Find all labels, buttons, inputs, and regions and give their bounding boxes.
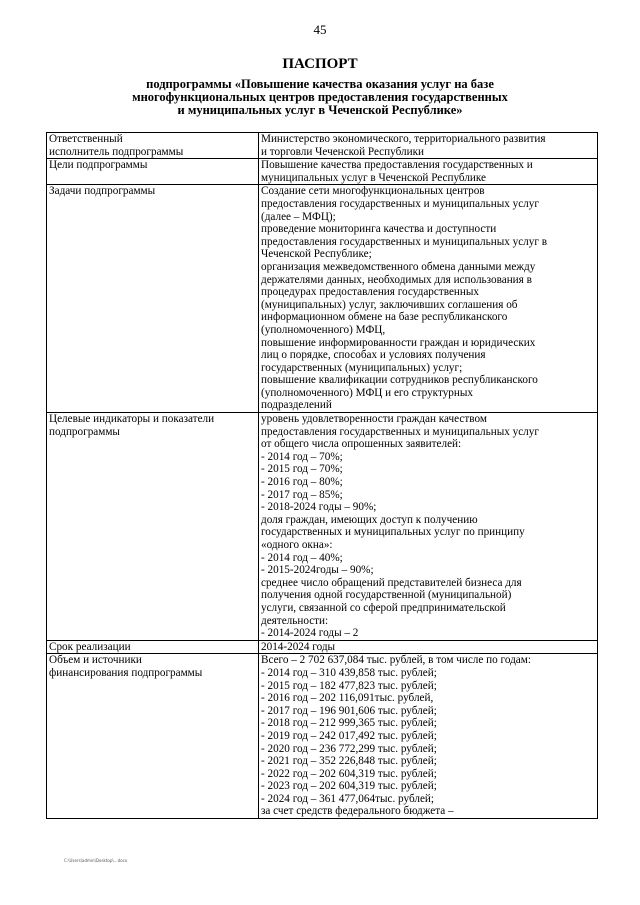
- value-line: за счет средств федерального бюджета –: [261, 805, 454, 818]
- value-line: - 2014 год – 40%;: [261, 551, 343, 564]
- value-line: предоставления государственных и муниципальных услуг: [261, 197, 539, 210]
- value-line: деятельности:: [261, 614, 329, 627]
- row-implementation-period: [47, 640, 598, 654]
- value-line: - 2017 год – 85%;: [261, 488, 343, 501]
- value-line: Чеченской Республике;: [261, 248, 372, 261]
- page-number: 45: [313, 22, 327, 37]
- row-label-cell: [47, 413, 259, 641]
- value-line: - 2015 год – 70%;: [261, 463, 343, 476]
- value-line: (муниципальных) услуг, заключивших соглашения об: [261, 298, 518, 311]
- value-line: государственных и муниципальных услуг по принципу: [261, 526, 525, 539]
- value-line: - 2016 год – 202 116,091тыс. рублей,: [261, 692, 434, 705]
- value-line: - 2015 год – 182 477,823 тыс. рублей;: [261, 679, 437, 692]
- label-line: Задачи подпрограммы: [49, 185, 156, 198]
- value-line: (уполномоченного) МФЦ и его структурных: [261, 386, 473, 399]
- row-value-cell: [259, 654, 598, 819]
- value-line: - 2018 год – 212 999,365 тыс. рублей;: [261, 717, 437, 730]
- footer-file-path: C:\Users\admin\Desktop\...docx: [64, 858, 128, 863]
- value-line: услуги, связанной со сферой предпринимательской: [261, 601, 506, 614]
- value-line: Создание сети многофункциональных центров: [261, 185, 485, 198]
- value-line: - 2014 год – 310 439,858 тыс. рублей;: [261, 666, 437, 679]
- value-line: - 2018-2024 годы – 90%;: [261, 501, 377, 514]
- row-label-cell: [47, 133, 259, 159]
- value-line: лиц о порядке, способах и условиях получения: [261, 349, 486, 362]
- row-value-cell: [259, 159, 598, 185]
- value-line: - 2014-2024 годы – 2: [261, 627, 359, 640]
- row-goals: [47, 159, 598, 185]
- row-label-cell: [47, 654, 259, 819]
- passport-title: ПАСПОРТ: [282, 56, 358, 72]
- value-line: - 2019 год – 242 017,492 тыс. рублей;: [261, 729, 437, 742]
- value-line: - 2020 год – 236 772,299 тыс. рублей;: [261, 742, 437, 755]
- label-line: исполнитель подпрограммы: [49, 145, 184, 158]
- value-line: Всего – 2 702 637,084 тыс. рублей, в том числе по годам:: [261, 654, 531, 667]
- subtitle-line: и муниципальных услуг в Чеченской Республике»: [177, 103, 463, 117]
- value-line: держателями данных, необходимых для использования в: [261, 273, 532, 286]
- value-line: от общего числа опрошенных заявителей:: [261, 438, 462, 451]
- subtitle-line: многофункциональных центров предоставления государственных: [132, 90, 508, 104]
- value-line: подразделений: [261, 399, 332, 412]
- value-line: 2014-2024 годы: [261, 640, 336, 653]
- value-line: - 2017 год – 196 901,606 тыс. рублей;: [261, 704, 437, 717]
- value-line: (далее – МФЦ);: [261, 210, 336, 223]
- value-line: Министерство экономического, территориального развития: [261, 133, 546, 145]
- value-line: информационном обмене на базе республиканского: [261, 311, 508, 324]
- value-line: государственных (муниципальных) услуг;: [261, 361, 463, 374]
- value-line: - 2021 год – 352 226,848 тыс. рублей;: [261, 755, 437, 768]
- row-value-cell: [259, 133, 598, 159]
- label-line: Ответственный: [49, 133, 123, 145]
- value-line: предоставления государственных и муниципальных услуг: [261, 425, 539, 438]
- row-value-cell: [259, 185, 598, 413]
- label-line: Целевые индикаторы и показатели: [49, 413, 215, 426]
- value-line: среднее число обращений представителей бизнеса для: [261, 576, 522, 589]
- value-line: получения одной государственной (муниципальной): [261, 589, 512, 602]
- row-responsible-executor: [47, 133, 598, 159]
- row-label-cell: [47, 159, 259, 185]
- value-line: муниципальных услуг в Чеченской Республике: [261, 171, 487, 184]
- value-line: процедурах предоставления государственных: [261, 286, 479, 299]
- value-line: - 2014 год – 70%;: [261, 450, 343, 463]
- value-line: (уполномоченного) МФЦ,: [261, 323, 386, 336]
- value-line: - 2023 год – 202 604,319 тыс. рублей;: [261, 780, 437, 793]
- value-line: предоставления государственных и муниципальных услуг в: [261, 235, 548, 248]
- row-financing: [47, 654, 598, 819]
- subprogram-subtitle: [90, 78, 550, 117]
- value-line: повышение информированности граждан и юридических: [261, 336, 536, 349]
- row-label-cell: [47, 185, 259, 413]
- value-line: - 2015-2024годы – 90%;: [261, 564, 374, 577]
- label-line: Срок реализации: [49, 640, 131, 653]
- row-value-cell: [259, 640, 598, 654]
- value-line: Повышение качества предоставления государственных и: [261, 159, 533, 172]
- subtitle-line: подпрограммы «Повышение качества оказания услуг на базе: [146, 77, 494, 91]
- value-line: повышение квалификации сотрудников республиканского: [261, 374, 538, 387]
- value-line: и торговли Чеченской Республики: [261, 145, 424, 158]
- value-line: - 2022 год – 202 604,319 тыс. рублей;: [261, 767, 437, 780]
- passport-table: [46, 132, 598, 819]
- row-tasks: [47, 185, 598, 413]
- value-line: - 2024 год – 361 477,064тыс. рублей;: [261, 792, 435, 805]
- value-line: - 2016 год – 80%;: [261, 476, 343, 489]
- label-line: финансирования подпрограммы: [49, 666, 203, 679]
- value-line: организация межведомственного обмена данными между: [261, 260, 536, 273]
- value-line: проведение мониторинга качества и доступности: [261, 223, 497, 236]
- value-line: «одного окна»:: [261, 539, 333, 551]
- label-line: подпрограммы: [49, 425, 120, 438]
- row-target-indicators: [47, 413, 598, 641]
- row-value-cell: [259, 413, 598, 641]
- row-label-cell: [47, 640, 259, 654]
- value-line: уровень удовлетворенности граждан качеством: [261, 413, 487, 426]
- label-line: Объем и источники: [49, 654, 142, 667]
- label-line: Цели подпрограммы: [49, 159, 148, 172]
- value-line: доля граждан, имеющих доступ к получению: [261, 513, 478, 526]
